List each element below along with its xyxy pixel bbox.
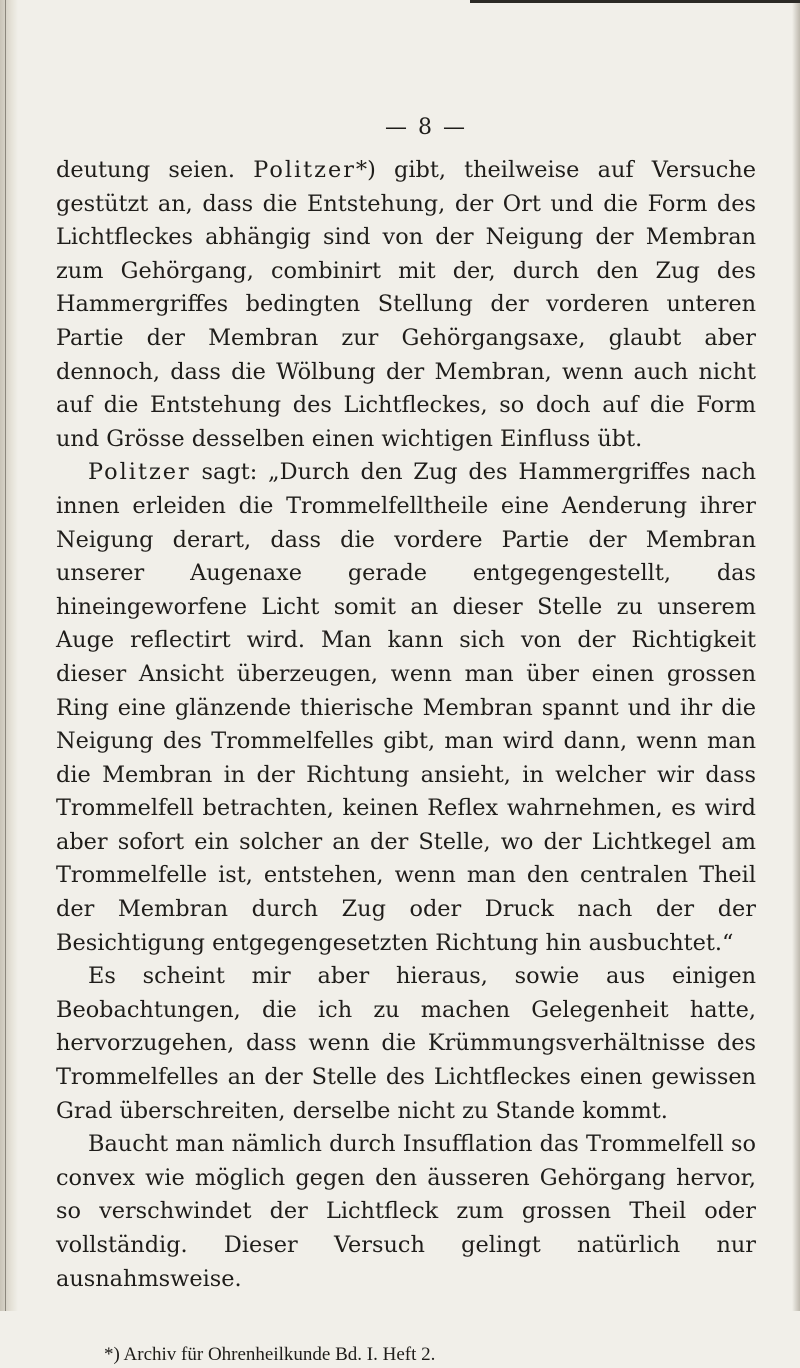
text-run: deutung seien. — [56, 157, 254, 183]
top-rule — [470, 0, 800, 3]
paragraph-3 — [56, 960, 756, 1128]
binding-edge-line — [5, 0, 6, 1311]
text-run: sagt: „Durch den Zug des Hammergriffes nach innen erleiden die Trommelfelltheile eine Aenderung ihrer Neigung derart, dass die vordere Partie der Membran unserer Augenaxe gerade entgegengestellt, das hineingeworfene Licht somit an dieser Stelle zu unserem Auge reflectirt wird. Man kann sich von der Richtigkeit dieser Ansicht überzeugen, wenn man über einen grossen Ring eine glänzende thierische Membran spannt und ihr die Neigung des Trommelfelles gibt, man wird dann, wenn man die Membran in der Richtung ansieht, in welcher wir dass Trommelfell betrachten, keinen Reflex wahrnehmen, es wird aber sofort ein solcher an der Stelle, wo der Lichtkegel am Trommelfelle ist, entstehen, wenn man den centralen Theil der Membran durch Zug oder Druck nach der der Besichtigung entgegengesetzten Richtung hin ausbuchtet.“ — [56, 459, 756, 956]
text-run: Es scheint mir aber hieraus, sowie aus einigen Beobachtungen, die ich zu machen Gelegenheit hatte, hervorzugehen, dass wenn die Krümmungsverhältnisse des Trommelfelles an der Stelle des Lichtfleckes einen gewissen Grad überschreiten, derselbe nicht zu Stande kommt. — [56, 963, 756, 1124]
page-content — [56, 115, 756, 1368]
paragraph-1 — [56, 154, 756, 456]
text-run: *) gibt, theilweise auf Versuche gestützt an, dass die Entstehung, der Ort und die Form des Lichtfleckes abhängig sind von der Neigung der Membran zum Gehörgang, combinirt mit der, durch den Zug des Hammergriffes bedingten Stellung der vorderen unteren Partie der Membran zur Gehörgangsaxe, glaubt aber dennoch, dass die Wölbung der Membran, wenn auch nicht auf die Entstehung des Lichtfleckes, so doch auf die Form und Grösse desselben einen wichtigen Einfluss übt. — [56, 157, 756, 452]
author-name-spaced: Politzer — [88, 459, 191, 486]
paragraph-4 — [56, 1128, 756, 1296]
page-number: — 8 — — [385, 115, 467, 140]
footnote: *) Archiv für Ohrenheilkunde Bd. I. Heft 2. — [104, 1344, 436, 1366]
page-edge-shadow — [792, 0, 800, 1311]
book-binding-shadow — [0, 0, 18, 1311]
text-run: Baucht man nämlich durch Insufflation das Trommelfell so convex wie möglich gegen den äusseren Gehörgang hervor, so verschwindet der Lichtfleck zum grossen Theil oder vollständig. Dieser Versuch gelingt natürlich nur ausnahmsweise. — [56, 1131, 756, 1292]
author-name-spaced: Politzer — [253, 157, 356, 183]
paragraph-2 — [56, 456, 756, 960]
